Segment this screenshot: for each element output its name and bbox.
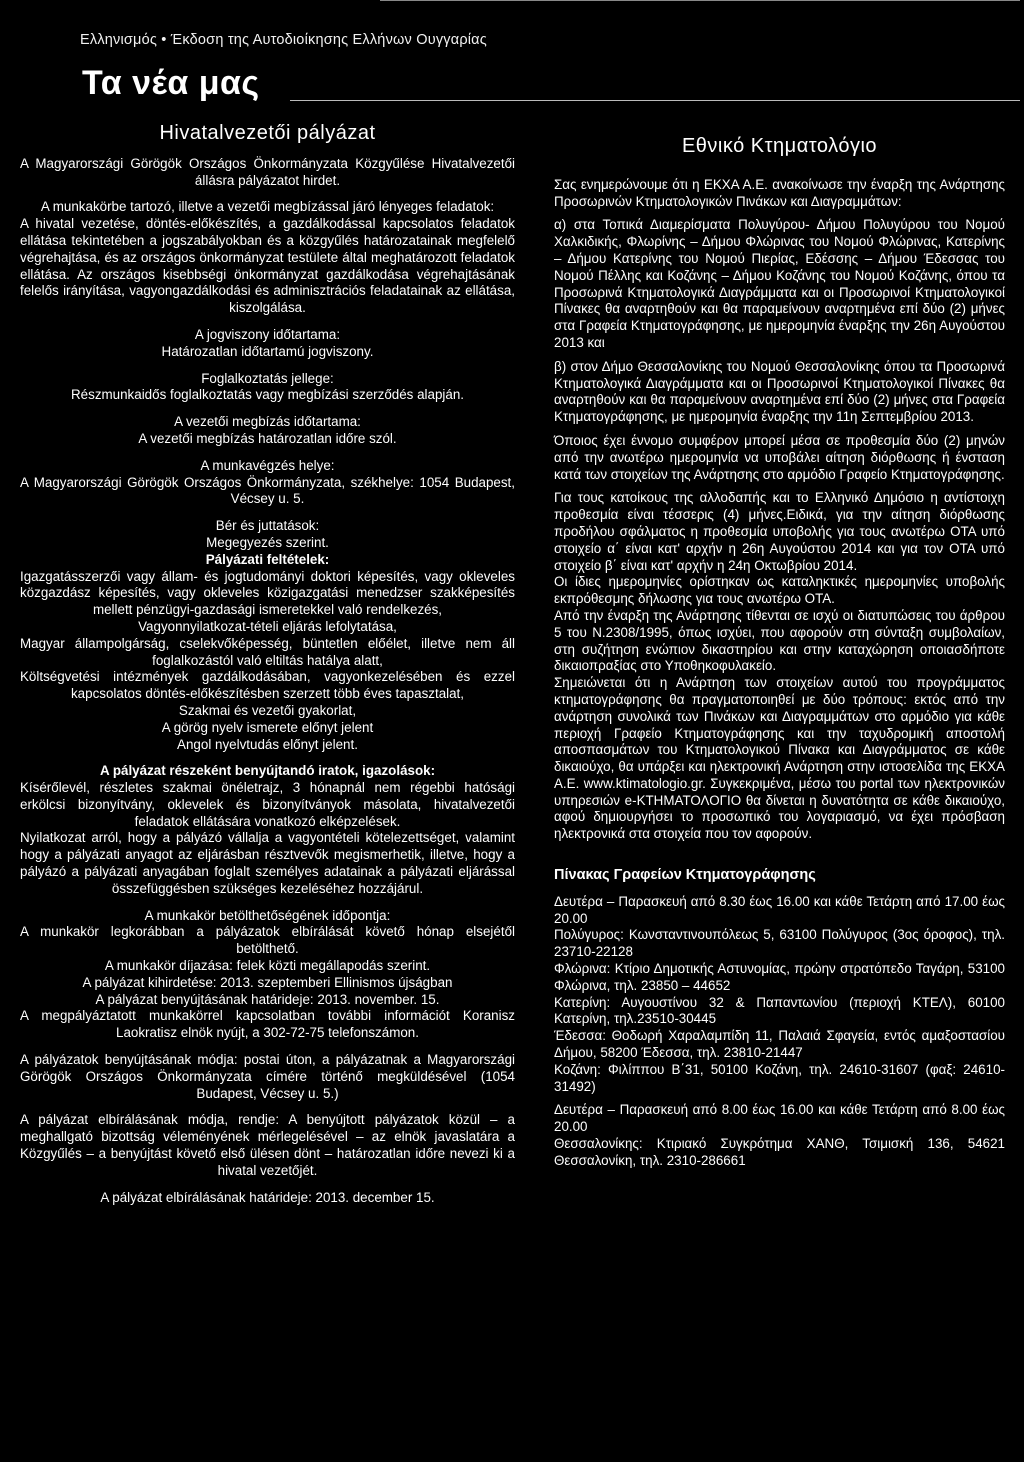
documents-text: Kísérőlevél, részletes szakmai önéletrajz, 3 hónapnál nem régebbi hatósági erkölcsi bizonyítvány, oklevelek és bizonyítványok másolata, hivatalvezetői feladatok ellátására vonatkozó elképzelések. bbox=[20, 780, 515, 829]
employment-type-label: Foglalkoztatás jellege: bbox=[201, 370, 334, 386]
mandate-term-value: A vezetői megbízás határozatlan időre szól. bbox=[138, 430, 397, 446]
cadastre-paragraph: Για τους κατοίκους της αλλοδαπής και το Ελληνικό Δημόσιο η αντίστοιχη προθεσμία είναι τέσσερις (4) μήνες.Ειδικά, για την αίτηση διόρθωσης προδήλου σφάλματος η προθεσμία υποβολής για τους ανωτέρω ΟΤΑ υπό στοιχείο α΄ είναι κατ' αρχήν η 26η Αυγούστου 2014 και για τον ΟΤΑ υπό στοιχείο β΄ είναι κατ' αρχήν η 24η Οκτωβρίου 2014. bbox=[554, 490, 1005, 573]
submission-method-text: A pályázatok benyújtásának módja: postai úton, a pályázatnak a Magyarországi Görögök Országos Önkormányzata címére történő megküldésével (1054 Budapest, Vécsey u. 5.) bbox=[20, 1052, 515, 1101]
masthead-rule bbox=[290, 100, 1020, 101]
start-date-label: A munkakör betölthetőségének időpontja: bbox=[144, 907, 391, 923]
office-address: Κατερίνη: Αυγουστίνου 32 & Παπαντωνίου (περιοχή ΚΤΕΛ), 60100 Κατερίνη, τηλ.23510-30445 bbox=[554, 994, 1005, 1027]
cadastre-paragraph: Σας ενημερώνουμε ότι η ΕΚΧΑ Α.Ε. ανακοίνωσε την έναρξη της Ανάρτησης Προσωρινών Κτηματολογικών Πινάκων και Διαγραμμάτων: bbox=[554, 176, 1005, 209]
conditions-heading: Pályázati feltételek: bbox=[205, 551, 330, 567]
office-hours: Δευτέρα – Παρασκευή από 8.30 έως 16.00 και κάθε Τετάρτη από 17.00 έως 20.00 bbox=[554, 893, 1005, 926]
office-address: Θεσσαλονίκης: Κτιριακό Συγκρότημα ΧΑΝΘ, Τσιμισκή 136, 54621 Θεσσαλονίκη, τηλ. 2310-286661 bbox=[554, 1136, 1005, 1168]
office-address: Πολύγυρος: Κωνσταντινουπόλεως 5, 63100 Πολύγυρος (3ος όροφος), τηλ. 23710-22128 bbox=[554, 927, 1005, 960]
duties-label: A munkakörbe tartozó, illetve a vezetői megbízással járó lényeges feladatok: bbox=[40, 199, 495, 215]
offices-title: Πίνακας Γραφείων Κτηματογράφησης bbox=[554, 867, 816, 884]
employment-term-label: A jogviszony időtartama: bbox=[194, 326, 341, 342]
mandate-term-label: A vezetői megbízás időtartama: bbox=[174, 414, 361, 430]
deadline-text: A pályázat benyújtásának határideje: 2013. november. 15. bbox=[95, 991, 440, 1007]
job-ad-intro: A Magyarországi Görögök Országos Önkormányzata Közgyűlése Hivatalvezetői állásra pályázatot hirdet. bbox=[20, 155, 515, 188]
employment-type-value: Részmunkaidős foglalkoztatás vagy megbízási szerződés alapján. bbox=[71, 387, 464, 403]
cadastre-paragraph: Όποιος έχει έννομο συμφέρον μπορεί μέσα σε προθεσμία δύο (2) μηνών από την ανωτέρω ημερομηνία να υποβάλει αίτηση διόρθωσης ή ένσταση κατά των στοιχείων της Ανάρτησης στο αρμόδιο Γραφείο Κτηματογράφησης. bbox=[554, 432, 1005, 482]
hungarian-job-ad-column bbox=[20, 122, 515, 1206]
office-address: Κοζάνη: Φιλίππου Β΄31, 50100 Κοζάνη, τηλ. 24610-31607 (φαξ: 24610-31492) bbox=[554, 1061, 1005, 1094]
announcement-text: A pályázat kihirdetése: 2013. szeptemberi Ellinismos újságban bbox=[82, 974, 453, 990]
cadastre-paragraph: β) στον Δήμο Θεσσαλονίκης του Νομού Θεσσαλονίκης όπου τα Προσωρινά Κτηματολογικά Διαγράμματα και οι Προσωρινοί Κτηματολογικοί Πίνακες θα αναρτηθούν και θα παραμείνουν αναρτημένα επί δύο (2) μήνες στα Γραφεία Κτηματογράφησης, με ημερομηνία έναρξης την 11η Σεπτεμβρίου 2013. bbox=[554, 358, 1005, 425]
office-address: Έδεσσα: Θοδωρή Χαραλαμπίδη 11, Παλαιά Σφαγεία, εντός αμαξοστασίου Δήμου, 58200 Έδεσσα, τηλ. 23810-21447 bbox=[554, 1028, 1005, 1061]
condition-item: Költségvetési intézmények gazdálkodásában, vagyonkezelésében és ezzel kapcsolatos döntés-előkészítésben szerzett több éves tapasztalat, bbox=[20, 669, 515, 702]
cadastre-paragraph: Από την έναρξη της Ανάρτησης τίθενται σε ισχύ οι διατυπώσεις του άρθρου 5 του Ν.2308/1995, όπως ισχύει, που αφορούν στη σύνταξη συμβολαίων, στη συζήτηση ενώπιον δικαστηρίου και στην καταχώρηση οποιασδήποτε δικαιοπραξίας στο Υποθηκοφυλακείο. bbox=[554, 607, 1005, 674]
cadastre-paragraph: Σημειώνεται ότι η Ανάρτηση των στοιχείων αυτού του προγράμματος κτηματογράφησης θα πραγματοποιηθεί με δύο τρόπους: εκτός από την ανάρτηση συνολικά των Πινάκων και Διαγραμμάτων στο αρμόδιο για κάθε περιοχή Γραφείο Κτηματογράφησης και την ταχυδρομική αποστολή αποσπασμάτων του Κτηματολογικού Πίνακα και Διαγράμματος σε κάθε δικαιούχο, θα υπάρξει και ηλεκτρονική Ανάρτηση στην ιστοσελίδα της ΕΚΧΑ Α.Ε. www.ktimatologio.gr. Συγκεκριμένα, μέσω του portal των ηλεκτρονικών υπηρεσιών e-ΚΤΗΜΑΤΟΛΟΓΙΟ θα δίνεται η δυνατότητα σε κάθε δικαιούχο, αφού δημιουργήσει το προσωπικό του λογαριασμό, να έχει πρόσβαση ηλεκτρονικά στα στοιχεία που τον αφορούν. bbox=[554, 675, 1005, 842]
declaration-text: Nyilatkozat arról, hogy a pályázó vállalja a vagyontételi kötelezettséget, valamint hogy a pályázati anyagot az eljárásban résztvevők megismerhetik, illetve, hogy a pályázó a pályázati anyagában foglalt személyes adatainak a pályázati eljárással összefüggésben szükséges kezeléséhez hozzájárul. bbox=[20, 830, 515, 896]
cadastre-paragraph: α) στα Τοπικά Διαμερίσματα Πολυγύρου- Δήμου Πολυγύρου του Νομού Χαλκιδικής, Φλωρίνης – Δήμου Φλώρινας του Νομού Φλώρινας, Κατερίνης – Δήμου Κατερίνης του Νομού Πιερίας, Εδέσσης – Δήμου Έδεσσας του Νομού Πέλλης και Κοζάνης – Δήμου Κοζάνης του Νομού Κοζάνης, όπου τα Προσωρινά Κτηματολογικά Διαγράμματα και οι Προσωρινοί Κτηματολογικοί Πίνακες θα αναρτηθούν και θα παραμείνουν αναρτημένα επί δύο (2) μήνες στα Γραφεία Κτηματογράφησης, με ημερομηνία έναρξης την 26η Αυγούστου 2013 και bbox=[554, 217, 1005, 350]
office-address: Φλώρινα: Κτίριο Δημοτικής Αστυνομίας, πρώην στρατόπεδο Ταγάρη, 53100 Φλώρινα, τηλ. 23850 – 44652 bbox=[554, 961, 1005, 993]
documents-heading: A pályázat részeként benyújtandó iratok, igazolások: bbox=[99, 763, 436, 779]
cadastre-title: Εθνικό Κτηματολόγιο bbox=[681, 135, 878, 157]
condition-item: Igazgatásszerzői vagy állam- és jogtudományi doktori képesítés, vagy okleveles közgazdász képesítés, vagy okleveles közigazgatási menedzser szakképesítés mellett pénzügyi-gazdasági ismeretekkel való rendelkezés, bbox=[20, 568, 515, 618]
cadastre-paragraph: Οι ίδιες ημερομηνίες ορίστηκαν ως καταληκτικές ημερομηνίες υποβολής εκπρόθεσμης δήλωσης για τους ανωτέρω ΟΤΑ. bbox=[554, 574, 1005, 607]
evaluation-deadline-text: A pályázat elbírálásának határideje: 2013. december 15. bbox=[100, 1189, 435, 1205]
evaluation-method-text: A pályázat elbírálásának módja, rendje: A benyújtott pályázatok közül – a meghallgató bizottság véleményének mérlegelésével – az elnök javaslatára a Közgyűlés – a benyújtást követő első ülésen dönt – határozatlan időre nevezi ki a hivatal vezetőjét. bbox=[20, 1112, 515, 1178]
office-hours: Δευτέρα – Παρασκευή από 8.00 έως 16.00 και κάθε Τετάρτη από 8.00 έως 20.00 bbox=[554, 1102, 1005, 1135]
salary-label: Bér és juttatások: bbox=[215, 518, 320, 534]
top-edge-rule bbox=[380, 0, 1020, 3]
condition-item: Vagyonnyilatkozat-tételi eljárás lefolytatása, bbox=[138, 618, 397, 634]
publication-tagline: Ελληνισμός • Έκδοση της Αυτοδιοίκησης Ελλήνων Ουγγαρίας bbox=[80, 32, 487, 48]
condition-item: Angol nyelvtudás előnyt jelent. bbox=[177, 736, 358, 752]
condition-item: Szakmai és vezetői gyakorlat, bbox=[178, 702, 357, 718]
pay-text: A munkakör díjazása: felek közti megállapodás szerint. bbox=[104, 958, 431, 974]
greek-cadastre-column bbox=[554, 125, 1005, 1170]
start-date-text: A munkakör legkorábban a pályázatok elbírálását követő hónap elsejétől betölthető. bbox=[20, 924, 515, 957]
section-masthead: Τα νέα μας bbox=[82, 64, 260, 102]
contact-text: A megpályáztatott munkakörrel kapcsolatban további információt Koranisz Laokratisz elnök nyújt, a 302-72-75 telefonszámon. bbox=[20, 1008, 515, 1041]
workplace-label: A munkavégzés helye: bbox=[200, 457, 335, 473]
salary-value: Megegyezés szerint. bbox=[206, 534, 329, 550]
condition-item: Magyar állampolgárság, cselekvőképesség, büntetlen előélet, illetve nem áll foglalkozástól való eltiltás hatálya alatt, bbox=[20, 635, 515, 668]
condition-item: A görög nyelv ismerete előnyt jelent bbox=[161, 719, 374, 735]
job-ad-title: Hivatalvezetői pályázat bbox=[159, 122, 376, 144]
workplace-value: A Magyarországi Görögök Országos Önkormányzata, székhelye: 1054 Budapest, Vécsey u. 5. bbox=[20, 474, 515, 507]
duties-text: A hivatal vezetése, döntés-előkészítés, a gazdálkodással kapcsolatos feladatok ellátása tekintetében a jogszabályokban és a közgyűlés határozatainak megfelelő végrehajtása, és az országos önkormányzat testülete által meghatározott feladatok ellátása. Az országos kisebbségi önkormányzat gazdálkodása végrehajtásának felelős irányítása, vagyongazdálkodási és adminisztrációs feladatainak az ellátása, kiszolgálása. bbox=[20, 216, 515, 316]
employment-term-value: Határozatlan időtartamú jogviszony. bbox=[161, 343, 374, 359]
